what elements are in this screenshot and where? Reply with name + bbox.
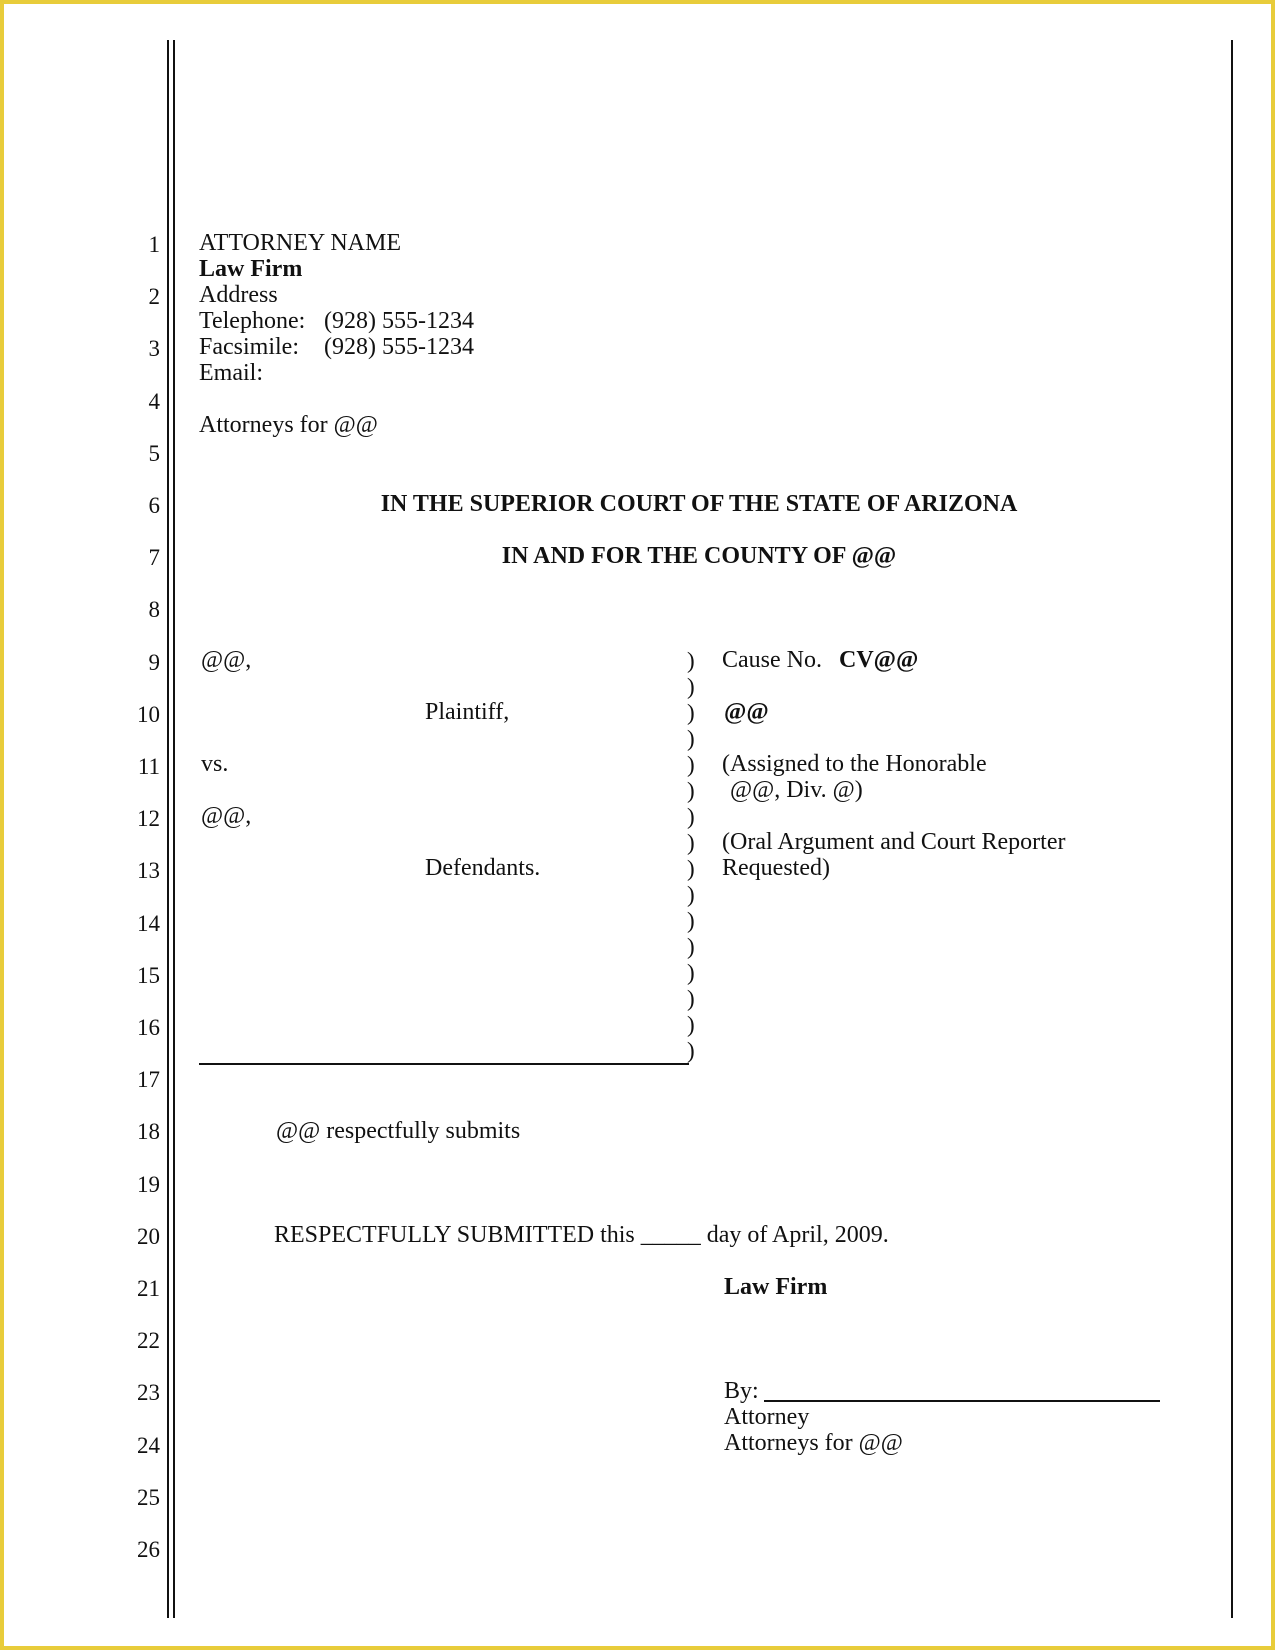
line-number: 6 <box>148 493 160 518</box>
line-number: 9 <box>148 649 160 675</box>
caption-paren: ) <box>687 778 695 803</box>
law-firm-name: Law Firm <box>199 256 303 282</box>
line-number: 15 <box>137 962 160 988</box>
signature-attorneys-for: Attorneys for @@ <box>724 1430 903 1456</box>
line-number: 14 <box>137 910 160 936</box>
caption-paren: ) <box>687 700 695 725</box>
caption-underline <box>199 1063 689 1065</box>
caption-paren: ) <box>687 752 695 777</box>
line-number: 26 <box>137 1537 160 1562</box>
line-number: 7 <box>148 545 160 571</box>
right-margin-rule <box>1231 40 1233 1618</box>
oral-argument-line2: Requested) <box>722 855 830 881</box>
attorney-name: ATTORNEY NAME <box>199 230 401 256</box>
facsimile-number: (928) 555-1234 <box>324 334 474 360</box>
caption-paren: ) <box>687 804 695 829</box>
caption-paren: ) <box>687 934 695 959</box>
caption-paren: ) <box>687 908 695 933</box>
caption-paren: ) <box>687 882 695 907</box>
line-number: 11 <box>137 754 160 779</box>
line-number: 2 <box>148 284 160 310</box>
document-title: @@ <box>724 699 769 725</box>
signature-by: By: <box>724 1378 759 1404</box>
defendant-name: @@, <box>201 803 252 829</box>
caption-paren: ) <box>687 726 695 751</box>
defendant-label: Defendants. <box>425 855 541 881</box>
line-number: 24 <box>137 1432 160 1458</box>
caption-paren: ) <box>687 830 695 855</box>
caption-paren: ) <box>687 856 695 881</box>
line-number: 3 <box>148 336 160 362</box>
line-number: 8 <box>148 597 160 623</box>
line-number: 18 <box>137 1119 160 1145</box>
cause-number-label: Cause No. <box>722 647 822 673</box>
line-number: 4 <box>148 388 160 414</box>
line-number: 17 <box>137 1067 160 1093</box>
telephone-label: Telephone: <box>199 308 306 334</box>
caption-paren: ) <box>687 960 695 985</box>
line-number: 12 <box>137 806 160 832</box>
facsimile-label: Facsimile: <box>199 334 299 360</box>
line-number: 16 <box>137 1015 160 1040</box>
signature-firm: Law Firm <box>724 1274 828 1300</box>
left-margin-rule-inner <box>173 40 175 1618</box>
address: Address <box>199 282 278 308</box>
intro-paragraph: @@ respectfully submits <box>276 1118 521 1144</box>
telephone-number: (928) 555-1234 <box>324 308 474 334</box>
caption-paren: ) <box>687 648 695 673</box>
county-title: IN AND FOR THE COUNTY OF @@ <box>501 543 897 569</box>
assigned-judge-line1: (Assigned to the Honorable <box>722 751 987 777</box>
assigned-judge-line2: @@, Div. @) <box>730 777 863 803</box>
left-margin-rule-outer <box>167 40 169 1618</box>
line-number: 25 <box>137 1484 160 1510</box>
plaintiff-name: @@, <box>201 647 252 673</box>
line-number: 23 <box>137 1380 160 1406</box>
caption-paren: ) <box>687 1038 695 1063</box>
line-number: 19 <box>137 1171 160 1197</box>
versus: vs. <box>201 751 229 777</box>
line-number: 21 <box>137 1276 160 1301</box>
court-title: IN THE SUPERIOR COURT OF THE STATE OF ARIZONA <box>380 491 1018 517</box>
line-number: 20 <box>137 1223 160 1249</box>
submitted-statement: RESPECTFULLY SUBMITTED this _____ day of April, 2009. <box>274 1222 889 1248</box>
signature-attorney: Attorney <box>724 1404 810 1430</box>
cause-number: CV@@ <box>839 647 919 673</box>
line-number: 10 <box>137 701 160 727</box>
email-label: Email: <box>199 360 263 386</box>
caption-paren: ) <box>687 986 695 1011</box>
plaintiff-label: Plaintiff, <box>425 699 510 725</box>
oral-argument-line1: (Oral Argument and Court Reporter <box>722 829 1066 855</box>
caption-paren: ) <box>687 674 695 699</box>
line-number: 13 <box>137 858 160 884</box>
line-number: 22 <box>137 1328 160 1354</box>
signature-line <box>764 1400 1160 1402</box>
caption-paren: ) <box>687 1012 695 1037</box>
line-number: 1 <box>148 232 160 257</box>
line-number: 5 <box>148 440 160 466</box>
attorneys-for: Attorneys for @@ <box>199 412 378 438</box>
